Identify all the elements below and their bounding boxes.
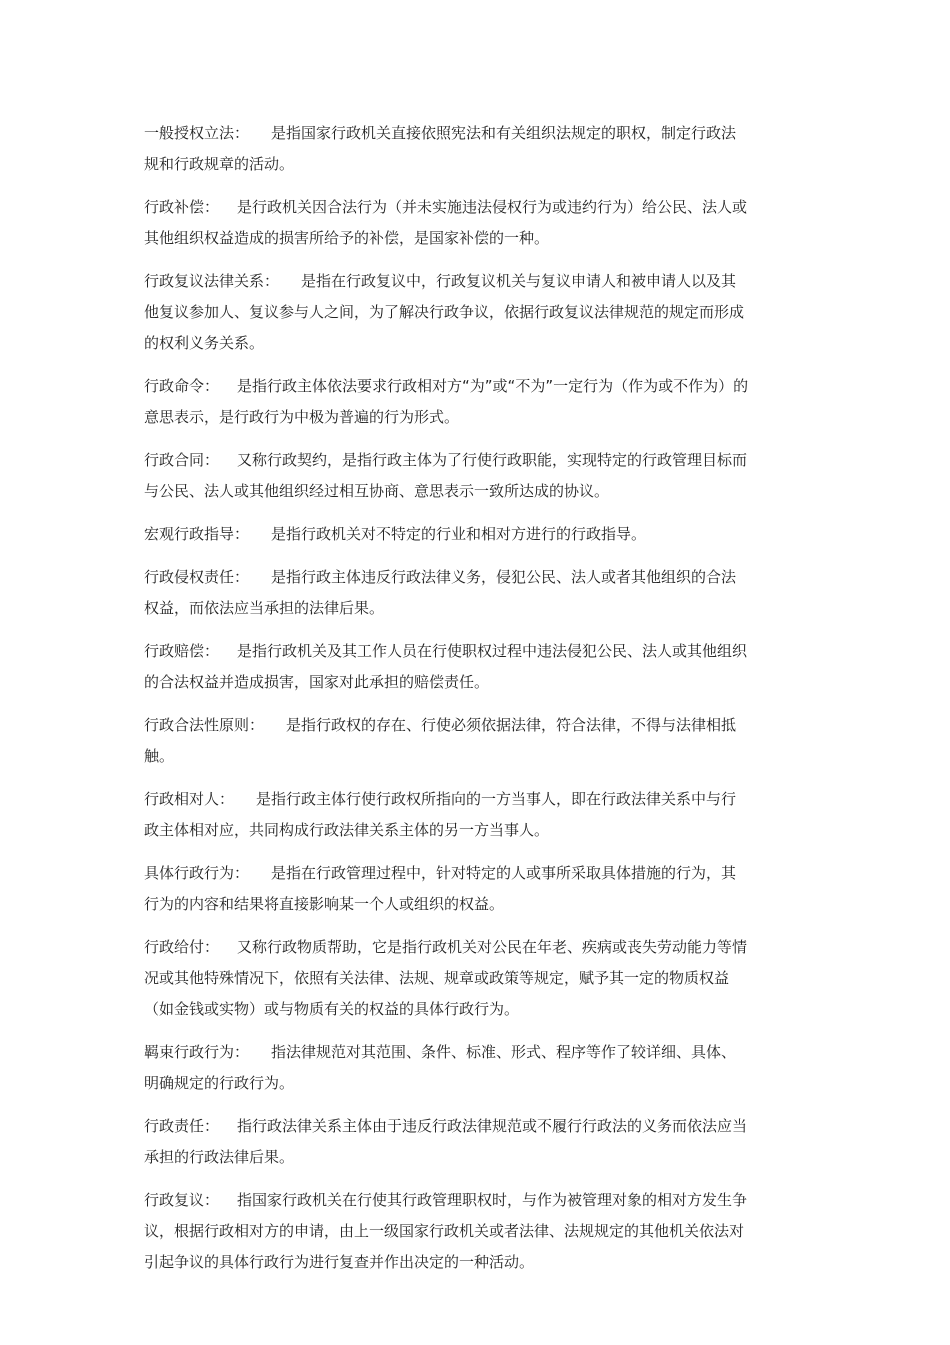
glossary-entry <box>144 192 750 254</box>
glossary-entry <box>144 562 750 624</box>
entry-definition: 是指行政机关对不特定的行业和相对方进行的行政指导。 <box>271 525 647 543</box>
glossary-entry <box>144 118 750 180</box>
glossary-entry <box>144 636 750 698</box>
entry-definition: 是指行政主体行使行政权所指向的一方当事人，即在行政法律关系中与行政主体相对应，共同构成行政法律关系主体的另一方当事人。 <box>144 790 737 839</box>
entry-term: 行政赔偿： <box>144 642 220 660</box>
entry-term: 行政合同： <box>144 451 220 469</box>
glossary-entry <box>144 1185 750 1278</box>
glossary-entry <box>144 371 750 433</box>
entry-definition: 又称行政物质帮助，它是指行政机关对公民在年老、疾病或丧失劳动能力等情况或其他特殊情况下，依照有关法律、法规、规章或政策等规定，赋予其一定的物质权益（如金钱或实物）或与物质有关的权益的具体行政行为。 <box>144 938 748 1018</box>
entry-definition: 又称行政契约，是指行政主体为了行使行政职能，实现特定的行政管理目标而与公民、法人或其他组织经过相互协商、意思表示一致所达成的协议。 <box>144 451 748 500</box>
glossary-entry <box>144 266 750 359</box>
entry-definition: 是行政机关因合法行为（并未实施违法侵权行为或违约行为）给公民、法人或其他组织权益造成的损害所给予的补偿，是国家补偿的一种。 <box>144 198 748 247</box>
entry-term: 行政给付： <box>144 938 220 956</box>
entry-term: 行政复议： <box>144 1191 220 1209</box>
glossary-entry <box>144 784 750 846</box>
entry-term: 一般授权立法： <box>144 124 250 142</box>
entry-definition: 是指国家行政机关直接依照宪法和有关组织法规定的职权，制定行政法规和行政规章的活动。 <box>144 124 737 173</box>
entry-definition: 是指行政主体违反行政法律义务，侵犯公民、法人或者其他组织的合法权益，而依法应当承担的法律后果。 <box>144 568 737 617</box>
glossary-entry <box>144 1111 750 1173</box>
entry-definition: 是指行政机关及其工作人员在行使职权过程中违法侵犯公民、法人或其他组织的合法权益并造成损害，国家对此承担的赔偿责任。 <box>144 642 748 691</box>
glossary-entry <box>144 932 750 1025</box>
entry-definition: 指法律规范对其范围、条件、标准、形式、程序等作了较详细、具体、明确规定的行政行为。 <box>144 1043 737 1092</box>
entry-term: 羁束行政行为： <box>144 1043 250 1061</box>
entry-definition: 是指在行政管理过程中，针对特定的人或事所采取具体措施的行为，其行为的内容和结果将直接影响某一个人或组织的权益。 <box>144 864 737 913</box>
entry-definition: 指行政法律关系主体由于违反行政法律规范或不履行行政法的义务而依法应当承担的行政法律后果。 <box>144 1117 748 1166</box>
glossary-list <box>144 118 750 1290</box>
entry-term: 行政责任： <box>144 1117 220 1135</box>
glossary-entry <box>144 710 750 772</box>
entry-term: 行政侵权责任： <box>144 568 250 586</box>
glossary-entry <box>144 519 750 550</box>
entry-term: 行政补偿： <box>144 198 220 216</box>
glossary-entry <box>144 445 750 507</box>
entry-term: 具体行政行为： <box>144 864 250 882</box>
entry-definition: 是指行政权的存在、行使必须依据法律，符合法律，不得与法律相抵触。 <box>144 716 737 765</box>
entry-definition: 是指行政主体依法要求行政相对方“为”或“不为”一定行为（作为或不作为）的意思表示，是行政行为中极为普遍的行为形式。 <box>144 377 749 426</box>
entry-definition: 是指在行政复议中，行政复议机关与复议申请人和被申请人以及其他复议参加人、复议参与人之间，为了解决行政争议，依据行政复议法律规范的规定而形成的权利义务关系。 <box>144 272 745 352</box>
entry-definition: 指国家行政机关在行使其行政管理职权时，与作为被管理对象的相对方发生争议，根据行政相对方的申请，由上一级国家行政机关或者法律、法规规定的其他机关依法对引起争议的具体行政行为进行复查并作出决定的一种活动。 <box>144 1191 748 1271</box>
glossary-entry <box>144 858 750 920</box>
entry-term: 行政复议法律关系： <box>144 272 280 290</box>
glossary-entry <box>144 1037 750 1099</box>
entry-term: 宏观行政指导： <box>144 525 250 543</box>
entry-term: 行政合法性原则： <box>144 716 265 734</box>
entry-term: 行政相对人： <box>144 790 235 808</box>
entry-term: 行政命令： <box>144 377 220 395</box>
